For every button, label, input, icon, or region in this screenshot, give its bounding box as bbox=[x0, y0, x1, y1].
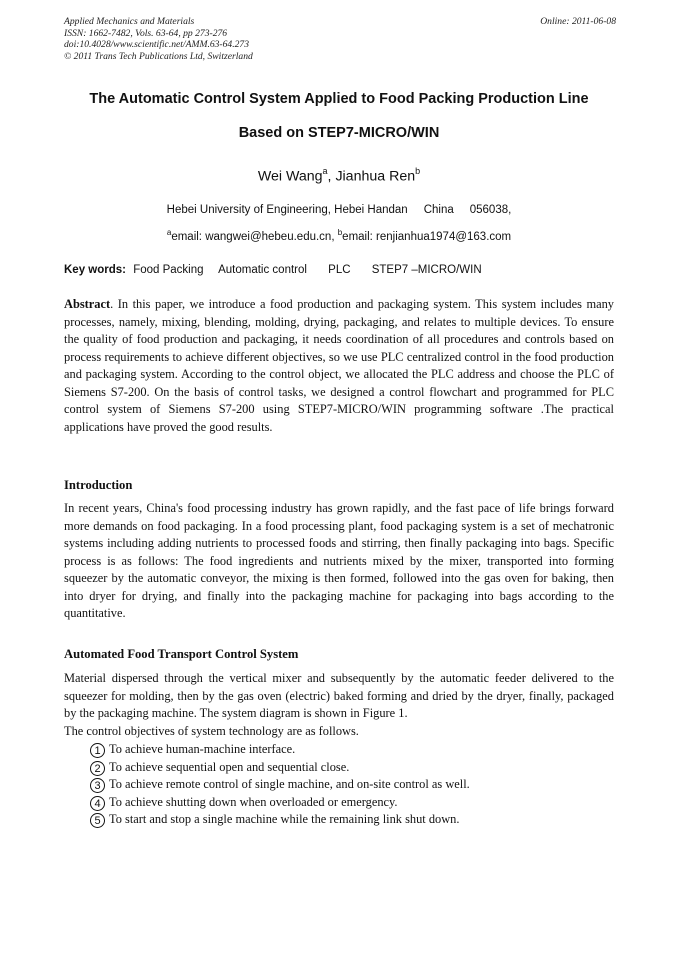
circled-number: 1 bbox=[90, 743, 105, 758]
email-a: email: wangwei@hebeu.edu.cn, bbox=[171, 230, 338, 243]
list-item bbox=[90, 759, 610, 777]
author-name: Jianhua Ren bbox=[335, 168, 416, 185]
circled-number: 4 bbox=[90, 796, 105, 811]
objective-text: To start and stop a single machine while the remaining link shut down. bbox=[109, 812, 460, 827]
journal-doi: doi:10.4028/www.scientific.net/AMM.63-64.273 bbox=[64, 39, 250, 50]
keywords-line bbox=[64, 264, 624, 276]
email-mark: a bbox=[166, 228, 172, 237]
objective-text: To achieve sequential open and sequential close. bbox=[109, 759, 350, 774]
online-date: Online: 2011-06-08 bbox=[540, 16, 616, 27]
paper-title-line2: Based on STEP7-MICRO/WIN bbox=[238, 125, 440, 141]
list-item bbox=[90, 741, 610, 759]
abstract-paragraph bbox=[64, 296, 614, 436]
author-name: Wei Wang bbox=[257, 168, 323, 185]
list-item bbox=[90, 794, 610, 812]
author-affil-mark: b bbox=[415, 166, 421, 176]
list-item bbox=[90, 776, 610, 794]
affiliation-country: China bbox=[423, 204, 454, 216]
author-list bbox=[30, 167, 648, 185]
circled-number: 2 bbox=[90, 761, 105, 776]
affiliation bbox=[30, 204, 648, 216]
affiliation-postcode: 056038, bbox=[469, 204, 512, 216]
objective-text: To achieve human-machine interface. bbox=[109, 742, 296, 756]
objective-text: To achieve shutting down when overloaded or emergency. bbox=[109, 794, 398, 809]
circled-number: 3 bbox=[90, 778, 105, 793]
circled-number: 5 bbox=[90, 813, 105, 828]
author-emails bbox=[30, 228, 648, 243]
journal-copyright: © 2011 Trans Tech Publications Ltd, Switzerland bbox=[64, 50, 253, 62]
email-mark: b bbox=[337, 228, 343, 237]
email-b: email: renjianhua1974@163.com bbox=[342, 230, 512, 243]
abstract-label: Abstract bbox=[64, 297, 111, 311]
list-item bbox=[90, 811, 610, 829]
section-heading-introduction: Introduction bbox=[64, 478, 133, 492]
author-separator: , bbox=[327, 168, 336, 185]
affiliation-institution: Hebei University of Engineering, Hebei Handan bbox=[166, 204, 408, 216]
abstract-text: . In this paper, we introduce a food production and packaging system. This system includes many processes, namely, mixing, blending, molding, drying, packaging, and relates to multiple devices. To ensure the quality of food production and packaging, it needs coordination of all procedures and controls based on process requirements to achieve different objectives, so we use PLC centralized control in the food production and packaging system. According to the control object, we allocated the PLC address and choose the PLC of Siemens S7-200. On the basis of control tasks, we designed a control flowchart and programmed for PLC control system of Siemens S7-200 using STEP7-MICRO/WIN programming software .The practical applications have proved the good results. bbox=[64, 297, 614, 434]
journal-issn: ISSN: 1662-7482, Vols. 63-64, pp 273-276 bbox=[64, 27, 228, 39]
transport-paragraph: Material dispersed through the vertical mixer and subsequently by the automatic feeder delivered to the squeezer for molding, then by the gas oven (electric) baked forming and dried by the dryer, finally, packaged by the packaging machine. The system diagram is shown in Figure 1. bbox=[64, 671, 614, 720]
introduction-paragraph: In recent years, China's food processing industry has grown rapidly, and the fast pace of life brings forward more demands on food packaging. In a food processing plant, food packaging system is a set of mechatronic systems including adding nutrients to processed foods and stirring, then finally packaging into bags. Specific process is as follows: The food ingredients and nutrients mixed by the mixer, transported into forming squeezer by the automatic conveyor, the mixing is then formed, followed into the gas oven for baking, then into dryer for drying, and finally into the packaging machine for packaging into bags according to the quantitative. bbox=[64, 501, 614, 620]
objectives-list bbox=[90, 741, 610, 829]
paper-title-line1: The Automatic Control System Applied to Food Packing Production Line bbox=[89, 91, 589, 107]
keyword: STEP7 –MICRO/WIN bbox=[371, 264, 482, 276]
section-heading-transport: Automated Food Transport Control System bbox=[64, 647, 299, 661]
keywords-label: Key words: bbox=[64, 264, 126, 276]
keyword: PLC bbox=[328, 264, 351, 276]
keyword: Automatic control bbox=[218, 264, 307, 276]
objective-text: To achieve remote control of single machine, and on-site control as well. bbox=[109, 777, 470, 792]
journal-name: Applied Mechanics and Materials bbox=[64, 16, 195, 27]
author-affil-mark: a bbox=[322, 166, 328, 176]
journal-header bbox=[64, 16, 616, 62]
objectives-intro: The control objectives of system technology are as follows. bbox=[64, 724, 359, 738]
keyword: Food Packing bbox=[133, 264, 204, 276]
